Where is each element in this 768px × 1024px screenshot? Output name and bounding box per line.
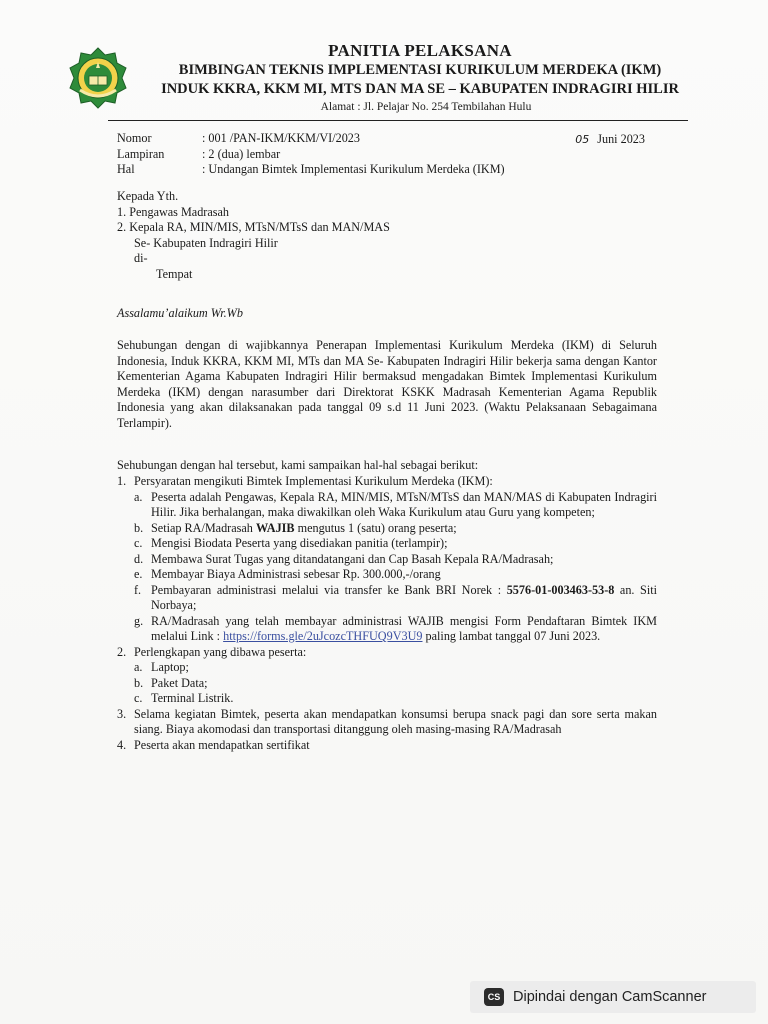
sub-letter: b. <box>134 520 144 535</box>
wajib-emphasis: WAJIB <box>255 520 295 535</box>
hal-value: : Undangan Bimtek Implementasi Kurikulum Merdeka (IKM) <box>202 162 505 176</box>
sub-letter: c. <box>134 691 143 705</box>
sub-item-1c <box>134 536 657 552</box>
opening-salutation: Assalamu’alaikum Wr.Wb <box>117 306 243 320</box>
camscanner-watermark <box>470 981 756 1013</box>
recipient-tempat: Tempat <box>156 266 193 281</box>
letterhead <box>130 41 710 116</box>
sub-item-text: Terminal Listrik. <box>151 691 234 705</box>
recipient-di: di- <box>134 251 148 265</box>
sub-item-text-post: paling lambat tanggal 07 Juni 2023. <box>422 629 601 643</box>
letterhead-address: Alamat : Jl. Pelajar No. 254 Tembilahan Hulu <box>320 101 532 113</box>
lampiran-value: : 2 (dua) lembar <box>202 146 281 161</box>
date-day-handwritten: 05 <box>575 133 590 146</box>
body-paragraph <box>117 338 657 431</box>
sub-item-text-pre: Setiap RA/Madrasah <box>151 520 256 535</box>
sub-item-text: Peserta adalah Pengawas, Kepala RA, MIN/MIS, MTsN/MTsS dan MAN/MAS di Kabupaten Indragiri Hilir. Jika berhalangan, maka diwakilkan oleh Waka Kurikulum atau Guru yang kompeten; <box>151 489 657 519</box>
sub-item-text: Paket Data; <box>151 675 208 690</box>
sub-item-1d <box>134 552 657 568</box>
bank-account-number: 5576-01-003463-53-8 <box>506 582 615 597</box>
recipient-2-region: Se- Kabupaten Indragiri Hilir <box>134 235 278 250</box>
sub-item-text: Membawa Surat Tugas yang ditandatangani dan Cap Basah Kepala RA/Madrasah; <box>151 551 554 566</box>
sub-item-1b <box>134 521 657 537</box>
list-number: 1. <box>117 474 127 488</box>
sub-item-1e <box>134 567 657 583</box>
sub-letter: g. <box>134 613 144 628</box>
camscanner-text: Dipindai dengan CamScanner <box>513 989 707 1005</box>
letterhead-line3: INDUK KKRA, KKM MI, MTS DAN MA SE – KABUPATEN INDRAGIRI HILIR <box>161 81 679 97</box>
list-number: 4. <box>117 737 127 752</box>
meta-row-lampiran <box>117 147 657 163</box>
lampiran-label: Lampiran <box>117 146 165 161</box>
list-item-text: Perlengkapan yang dibawa peserta: <box>134 644 307 659</box>
sub-item-text: Mengisi Biodata Peserta yang disediakan panitia (terlampir); <box>151 536 448 550</box>
requirements-list <box>117 474 657 753</box>
letterhead-divider <box>108 120 688 121</box>
sub-item-text-pre: Pembayaran administrasi melalui via transfer ke Bank BRI Norek : <box>151 582 507 597</box>
letter-date <box>575 132 645 148</box>
list-item-text: Selama kegiatan Bimtek, peserta akan mendapatkan konsumsi berupa snack pagi dan sore serta makan siang. Biaya akomodasi dan transportasi ditanggung oleh masing-masing RA/Madrasah <box>134 706 657 736</box>
meta-row-hal <box>117 162 657 178</box>
list-number: 3. <box>117 706 127 721</box>
sub-item-2a <box>134 660 657 676</box>
kemenag-logo-icon <box>66 46 130 110</box>
registration-form-link[interactable]: https://forms.gle/2uJcozcTHFUQ9V3U9 <box>223 629 423 643</box>
list-item-4 <box>117 738 657 754</box>
list-intro: Sehubungan dengan hal tersebut, kami sampaikan hal-hal sebagai berikut: <box>117 458 479 472</box>
sub-item-text-pre: RA/Madrasah yang telah membayar administrasi WAJIB mengisi Form Pendaftaran Bimtek IKM melalui Link : <box>151 613 657 643</box>
sub-letter: f. <box>134 582 142 597</box>
list-item-1 <box>117 474 657 645</box>
sub-item-1g <box>134 614 657 645</box>
sub-letter: b. <box>134 675 144 690</box>
recipient-1: 1. Pengawas Madrasah <box>117 204 230 219</box>
nomor-value: : 001 /PAN-IKM/KKM/VI/2023 <box>202 131 360 145</box>
list-item-2 <box>117 645 657 707</box>
sub-letter: a. <box>134 660 143 674</box>
date-month-year: Juni 2023 <box>597 132 645 146</box>
sub-letter: d. <box>134 551 144 566</box>
letter-meta <box>117 131 657 178</box>
nomor-label: Nomor <box>117 131 152 145</box>
sub-letter: a. <box>134 489 143 504</box>
recipient-block <box>117 189 657 282</box>
recipient-greeting: Kepada Yth. <box>117 189 179 203</box>
recipient-2: 2. Kepala RA, MIN/MIS, MTsN/MTsS dan MAN/MAS <box>117 220 390 234</box>
paragraph-1: Sehubungan dengan di wajibkannya Penerapan Implementasi Kurikulum Merdeka (IKM) di Seluruh Indonesia, Induk KKRA, KKM MI, MTs dan MA Se- Kabupaten Indragiri Hilir bekerja sama dengan Kantor Kementerian Agama Kabupaten Indragiri Hilir bermaksud mengadakan Bimtek Implementasi Kurikulum Merdeka (IKM) dengan narasumber dari Direktorat KSKK Madrasah Kementerian Agama Republik Indonesia yang akan dilaksanakan pada tanggal 09 s.d 11 Juni 2023. (Waktu Pelaksanaan Sebagaimana Terlampir). <box>117 338 657 430</box>
list-item-text: Persyaratan mengikuti Bimtek Implementasi Kurikulum Merdeka (IKM): <box>134 474 493 488</box>
hal-label: Hal <box>117 162 135 176</box>
sub-item-1a <box>134 490 657 521</box>
list-item-3 <box>117 707 657 738</box>
list-number: 2. <box>117 644 127 659</box>
sub-letter: c. <box>134 536 143 550</box>
sub-item-text <box>151 583 657 614</box>
sub-item-text: Membayar Biaya Administrasi sebesar Rp. 300.000,-/orang <box>151 567 441 581</box>
sub-item-text <box>151 521 657 537</box>
sub-item-2c <box>134 691 657 707</box>
sub-item-text <box>151 614 657 645</box>
sub-item-1f <box>134 583 657 614</box>
letterhead-line2: BIMBINGAN TEKNIS IMPLEMENTASI KURIKULUM MERDEKA (IKM) <box>178 62 662 78</box>
camscanner-icon: CS <box>484 988 504 1006</box>
letterhead-title: PANITIA PELAKSANA <box>328 41 512 60</box>
sub-item-2b <box>134 676 657 692</box>
sub-item-text-post: mengutus 1 (satu) orang peserta; <box>294 520 457 535</box>
list-item-text: Peserta akan mendapatkan sertifikat <box>134 737 310 752</box>
sub-item-text: Laptop; <box>151 660 189 674</box>
sub-letter: e. <box>134 567 143 581</box>
sub-item-text-post: an. Siti Norbaya; <box>151 582 657 612</box>
